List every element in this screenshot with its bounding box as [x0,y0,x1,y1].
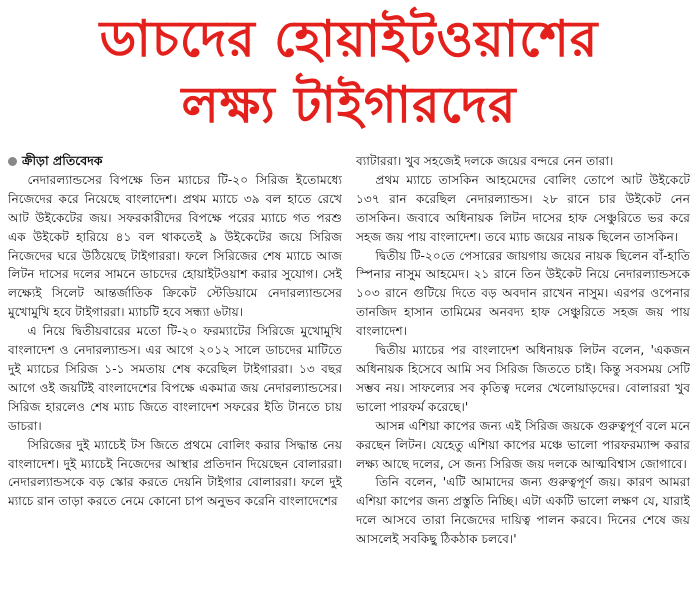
byline-text: ক্রীড়া প্রতিবেদক [22,153,103,168]
article-body [8,152,690,588]
paragraph: দ্বিতীয় ম্যাচের পর বাংলাদেশ অধিনায়ক লিটন বলেন, 'একজন অধিনায়ক হিসেবে আমি সব সিরিজ জিততে চাই। কিন্তু সবসময় সেটি সম্ভব নয়। সাফল্যের সব কৃতিত্ব দলের খেলোয়াড়দের। বোলাররা খুব ভালো পারফর্ম করেছে।' [356,343,690,414]
bullet-dot-icon [8,157,17,166]
paragraph: প্রথম ম্যাচে তাসকিন আহমেদের বোলিং তোপে আট উইকেটে ১৩৭ রান করেছিল নেদারল্যান্ডস। ২৮ রানে চার উইকেট নেন তাসকিন। জবাবে অধিনায়ক লিটন দাসের হাফ সেঞ্চুরিতে ভর করে সহজ জয় পায় বাংলাদেশ। তবে ম্যাচ জয়ের নায়ক ছিলেন তাসকিন। [356,172,690,244]
headline-line-1: ডাচদের হোয়াইটওয়াশের [99,10,599,68]
headline-line-2: লক্ষ্য টাইগারদের [181,76,517,134]
paragraph: নেদারল্যান্ডসের বিপক্ষে তিন ম্যাচের টি-২০ সিরিজ ইতোমধ্যে নিজেদের করে নিয়েছে বাংলাদেশ। প্রথম ম্যাচে ৩৯ বল হাতে রেখে আট উইকেটের জয়। সফরকারীদের বিপক্ষে পরের ম্যাচে গত পরশু এক উইকেট হারিয়ে ৪১ বল থাকতেই ৯ উইকেটের জয়ে সিরিজ নিজেদের ঘরে উঠিয়েছে টাইগাররা। ফলে সিরিজের শেষ ম্যাচে আজ লিটন দাসের দলের সামনে ডাচদের হোয়াইটওয়াশ করার সুযোগ। সেই লক্ষ্যেই সিলেট আন্তর্জাতিক ক্রিকেট স্টেডিয়ামে নেদারল্যান্ডসের মুখোমুখি হবে টাইগাররা। ম্যাচটি হবে সন্ধ্যা ৬টায়। [8,172,342,320]
paragraph: এ নিয়ে দ্বিতীয়বারের মতো টি-২০ ফরম্যাটের সিরিজে মুখোমুখি বাংলাদেশ ও নেদারল্যান্ডস। এর আগে ২০১২ সালে ডাচদের মাটিতে দুই ম্যাচের সিরিজ ১-১ সমতায় শেষ করেছিল টাইগাররা। ১৩ বছর আগে ওই জয়টিই বাংলাদেশের বিপক্ষে একমাত্র জয় নেদারল্যান্ডসের। সিরিজ হারলেও শেষ ম্যাচ জিতে বাংলাদেশ সফরের ইতি টানতে চায় ডাচরা। [8,324,342,433]
paragraph: তিনি বলেন, 'এটি আমাদের জন্য গুরুত্বপূর্ণ জয়। কারণ আমরা এশিয়া কাপের জন্য প্রস্তুতি নিচ্ছি। এটা একটি ভালো লক্ষণ যে, যারাই দলে আসবে তারা নিজেদের দায়িত্ব পালন করবে। দিনের শেষে জয় আসলেই সবকিছু ঠিকঠাক চলবে।' [356,475,690,547]
paragraph: সিরিজের দুই ম্যাচেই টস জিতে প্রথমে বোলিং করার সিদ্ধান্ত নেয় বাংলাদেশ। দুই ম্যাচেই নিজেদের আস্থার প্রতিদান দিয়েছেন বোলাররা। নেদারল্যান্ডসকে বড় স্কোর করতে দেয়নি টাইগার বোলাররা। ফলে দুই ম্যাচে রান তাড়া করতে নেমে কোনো চাপ অনুভব করেনি বাংলাদেশের [8,437,342,509]
paragraph: দ্বিতীয় টি-২০তে পেসারের জায়গায় জয়ের নায়ক ছিলেন বাঁ-হাতি স্পিনার নাসুম আহমেদ। ২১ রানে তিন উইকেট নিয়ে নেদারল্যান্ডসকে ১০৩ রানে গুটিয়ে দিতে বড় অবদান রাখেন নাসুম। এরপর ওপেনার তানজিদ হাসান তামিমের অনবদ্য হাফ সেঞ্চুরিতে সহজ জয় পায় বাংলাদেশ। [356,248,690,339]
left-column [8,152,342,588]
byline [8,152,342,171]
headline [0,6,698,138]
paragraph: আসন্ন এশিয়া কাপের জন্য এই সিরিজ জয়কে গুরুত্বপূর্ণ বলে মনে করছেন লিটন। যেহেতু এশিয়া কাপের মঞ্চে ভালো পারফরম্যান্স করার লক্ষ্য আছে দলের, সে জন্য সিরিজ জয় দলকে আত্মবিশ্বাস জোগাবে। [356,418,690,471]
right-column [356,152,690,588]
paragraph: ব্যাটাররা। খুব সহজেই দলকে জয়ের বন্দরে নেন তারা। [356,154,614,168]
